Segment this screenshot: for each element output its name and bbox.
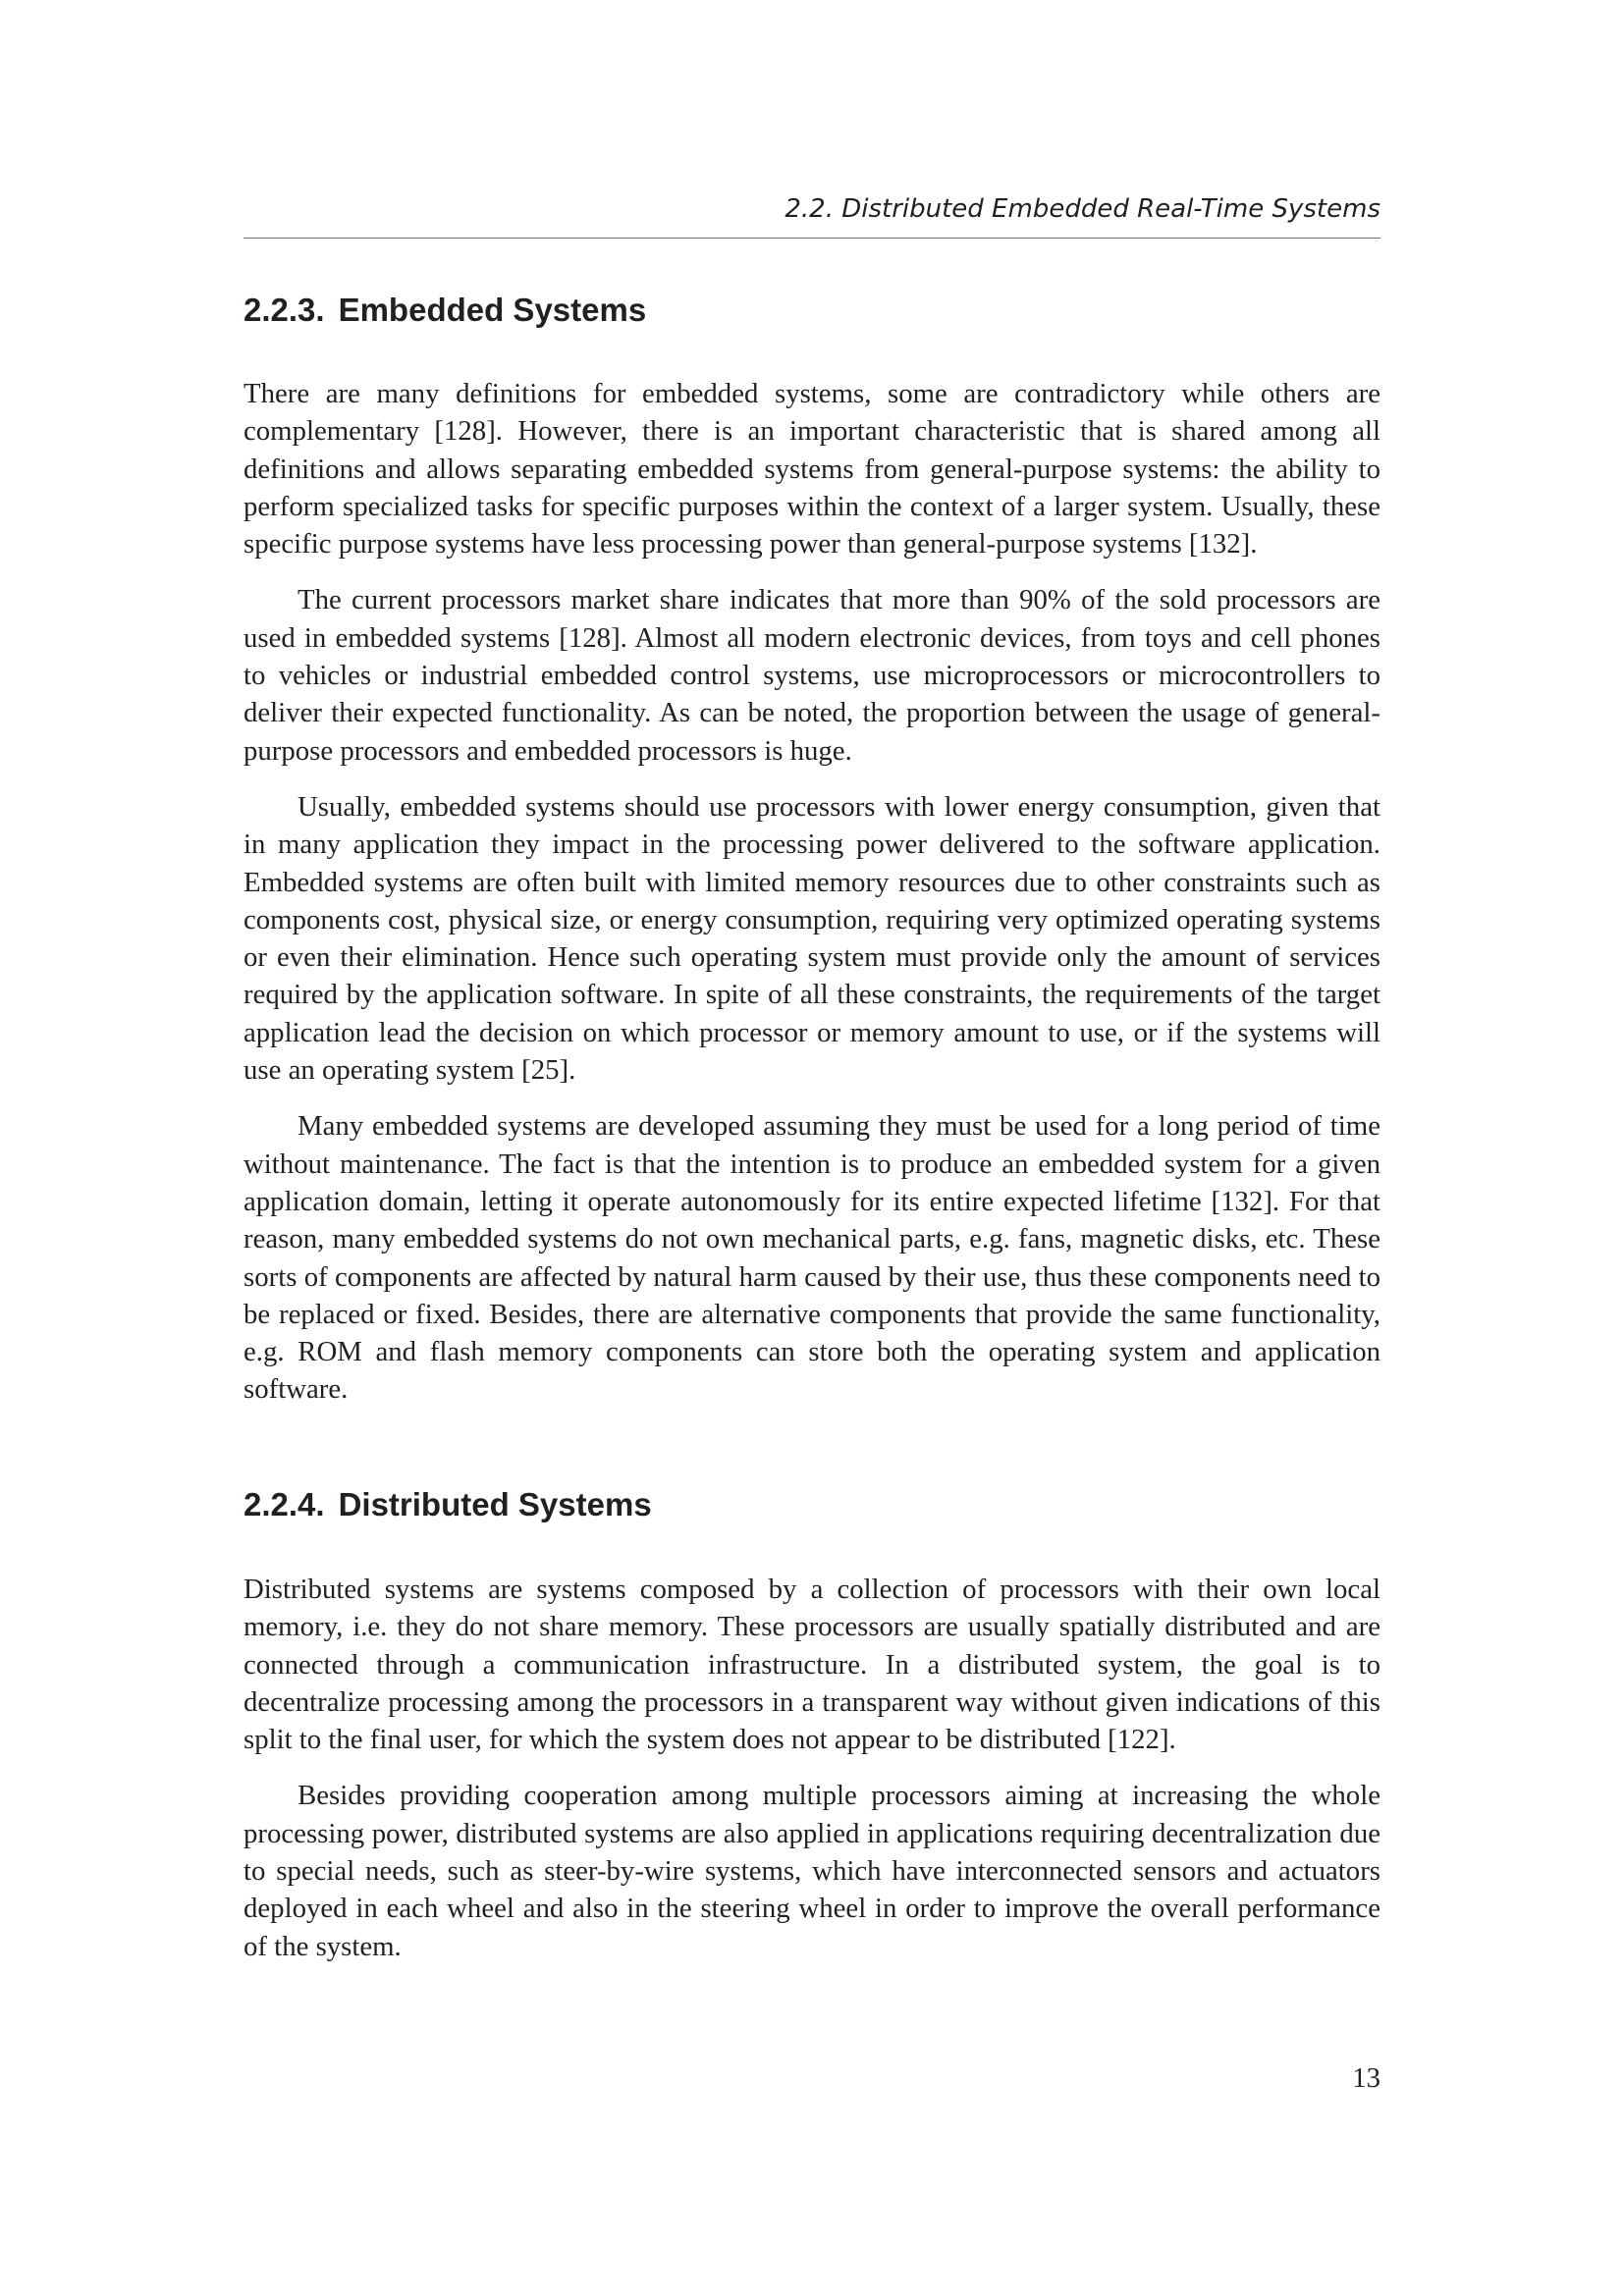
section-heading-embedded-systems	[243, 292, 646, 329]
paragraph: Usually, embedded systems should use processors with lower energy consumption, given that in many application they impact in the processing power delivered to the software application. Embedded systems are often built with limited memory resources due to other constraints such as components cost, physical size, or energy consumption, requiring very optimized operating systems or even their elimination. Hence such operating system must provide only the amount of services required by the application software. In spite of all these constraints, the requirements of the target application lead the decision on which processor or memory amount to use, or if the systems will use an operating system [25].	[243, 790, 1380, 1087]
paragraph: The current processors market share indicates that more than 90% of the sold processors are used in embedded systems [128]. Almost all modern electronic devices, from toys and cell phones to vehicles or industrial embedded control systems, use microprocessors or microcontrollers to deliver their expected functionality. As can be noted, the proportion between the usage of general-purpose processors and embedded processors is huge.	[243, 584, 1380, 767]
running-header-title: 2.2. Distributed Embedded Real-Time Systems	[784, 194, 1380, 224]
section-title: Distributed Systems	[338, 1486, 652, 1522]
section-title: Embedded Systems	[338, 292, 647, 328]
section-body-embedded-systems	[243, 375, 1380, 1409]
section-body-distributed-systems	[243, 1571, 1380, 1965]
paragraph: There are many definitions for embedded systems, some are contradictory while others are complementary [128]. However, there is an important characteristic that is shared among all definitions and allows separating embedded systems from general-purpose systems: the ability to perform specialized tasks for specific purposes within the context of a larger system. Usually, these specific purpose systems have less processing power than general-purpose systems [132].	[243, 378, 1380, 561]
section-heading-distributed-systems	[243, 1486, 652, 1523]
running-header	[243, 192, 1380, 239]
paragraph: Distributed systems are systems composed by a collection of processors with their own local memory, i.e. they do not share memory. These processors are usually spatially distributed and are connected through a communication infrastructure. In a distributed system, the goal is to decentralize processing among the processors in a transparent way without given indications of this split to the final user, for which the system does not appear to be distributed [122].	[243, 1574, 1380, 1756]
page-number: 13	[1352, 2062, 1380, 2094]
paragraph: Many embedded systems are developed assuming they must be used for a long period of time without maintenance. The fact is that the intention is to produce an embedded system for a given application domain, letting it operate autonomously for its entire expected lifetime [132]. For that reason, many embedded systems do not own mechanical parts, e.g. fans, magnetic disks, etc. These sorts of components are affected by natural harm caused by their use, thus these components need to be replaced or fixed. Besides, there are alternative components that provide the same functionality, e.g. ROM and flash memory components can store both the operating system and application software.	[243, 1110, 1380, 1406]
section-number: 2.2.4.	[243, 1486, 325, 1522]
paragraph: Besides providing cooperation among multiple processors aiming at increasing the whole processing power, distributed systems are also applied in applications requiring decentralization due to special needs, such as steer-by-wire systems, which have interconnected sensors and actuators deployed in each wheel and also in the steering wheel in order to improve the overall performance of the system.	[243, 1780, 1380, 1962]
section-number: 2.2.3.	[243, 292, 325, 328]
